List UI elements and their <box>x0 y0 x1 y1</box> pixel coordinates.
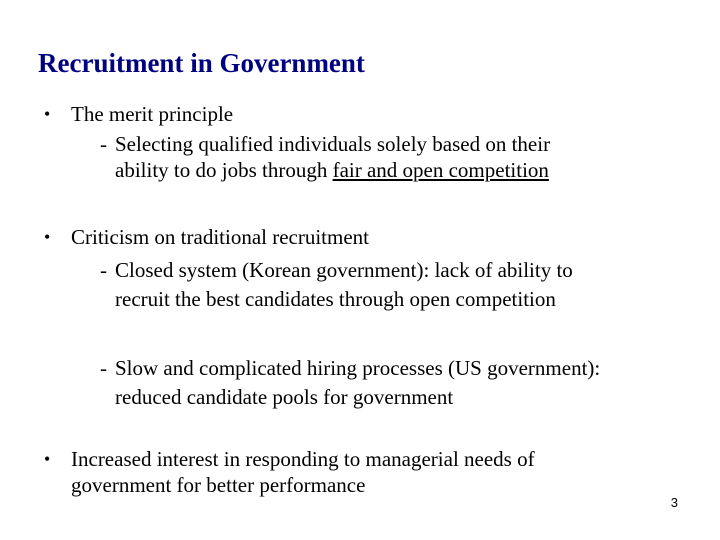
subitem-line: Slow and complicated hiring processes (US government): <box>115 356 601 380</box>
subitem-line <box>115 157 549 183</box>
subitem-line: reduced candidate pools for government <box>115 385 454 409</box>
bullet-text-merit-principle: The merit principle <box>71 102 234 126</box>
bullet-text-criticism: Criticism on traditional recruitment <box>71 225 370 249</box>
bullet-icon: • <box>44 104 51 124</box>
dash-icon: - <box>100 258 107 282</box>
bullet-text-increased-interest-cont: government for better performance <box>71 473 366 497</box>
underlined-phrase: fair and open competition <box>332 158 549 182</box>
page-number: 3 <box>670 495 678 510</box>
bullet-icon: • <box>44 227 51 247</box>
bullet-text-increased-interest: Increased interest in responding to managerial needs of <box>71 447 535 471</box>
dash-icon: - <box>100 356 107 380</box>
subitem-text: ability to do jobs through <box>115 158 333 182</box>
subitem-line: Selecting qualified individuals solely based on their <box>115 132 551 156</box>
bullet-icon: • <box>44 449 51 469</box>
slide-title: Recruitment in Government <box>38 48 365 78</box>
subitem-line: recruit the best candidates through open competition <box>115 287 556 311</box>
dash-icon: - <box>100 132 107 156</box>
subitem-line: Closed system (Korean government): lack of ability to <box>115 258 573 282</box>
